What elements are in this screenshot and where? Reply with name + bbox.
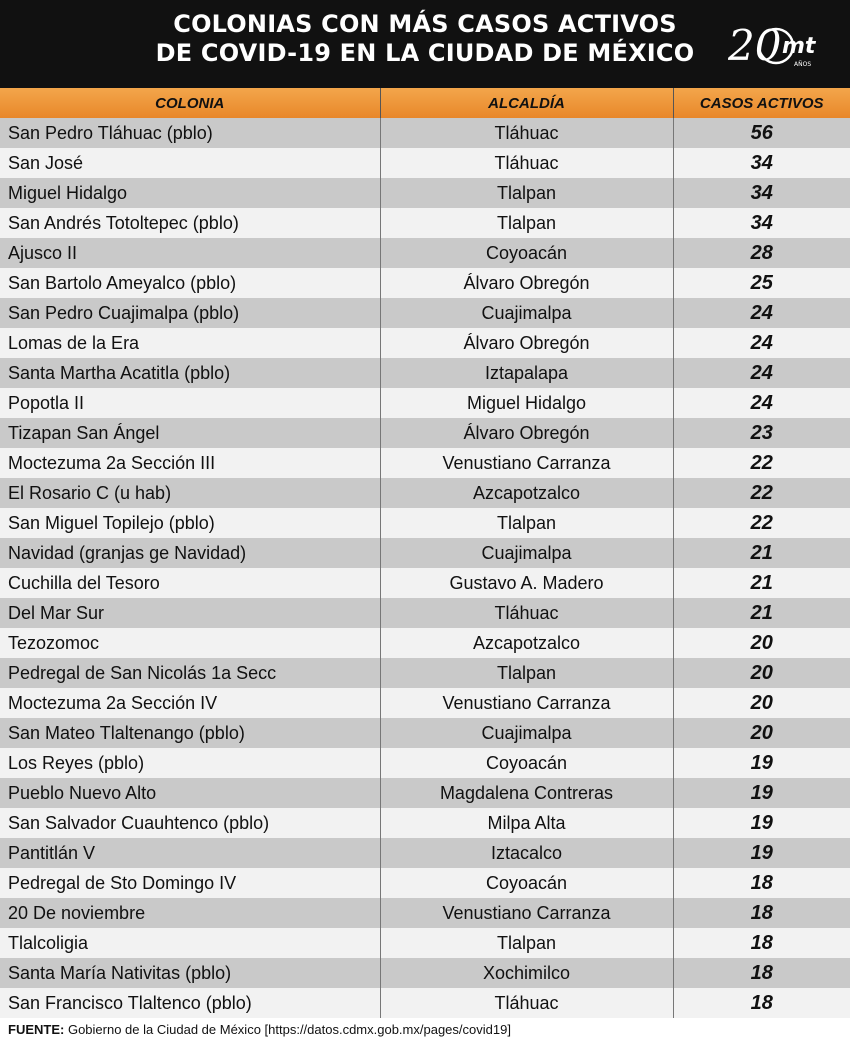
cell-casos-activos: 18 bbox=[673, 868, 850, 898]
header bbox=[0, 0, 850, 88]
cell-colonia: Moctezuma 2a Sección IV bbox=[0, 688, 380, 718]
cell-alcaldia: Azcapotzalco bbox=[380, 628, 673, 658]
logo-number: 20 bbox=[728, 21, 782, 70]
cell-casos-activos: 21 bbox=[673, 568, 850, 598]
cell-alcaldia: Tlalpan bbox=[380, 928, 673, 958]
table-row bbox=[0, 748, 850, 778]
table-row bbox=[0, 448, 850, 478]
table-row bbox=[0, 688, 850, 718]
cell-colonia: Popotla II bbox=[0, 388, 380, 418]
cell-colonia: Moctezuma 2a Sección III bbox=[0, 448, 380, 478]
cell-alcaldia: Venustiano Carranza bbox=[380, 448, 673, 478]
table-row bbox=[0, 238, 850, 268]
table-row bbox=[0, 658, 850, 688]
cell-casos-activos: 20 bbox=[673, 628, 850, 658]
cell-alcaldia: Tlalpan bbox=[380, 178, 673, 208]
cell-casos-activos: 24 bbox=[673, 388, 850, 418]
page-title bbox=[0, 10, 850, 68]
cell-alcaldia: Tláhuac bbox=[380, 148, 673, 178]
cell-casos-activos: 23 bbox=[673, 418, 850, 448]
column-header-colonia: COLONIA bbox=[0, 88, 380, 118]
table-row bbox=[0, 928, 850, 958]
source-label: FUENTE: bbox=[8, 1022, 65, 1037]
cell-alcaldia: Coyoacán bbox=[380, 748, 673, 778]
cell-alcaldia: Xochimilco bbox=[380, 958, 673, 988]
cell-casos-activos: 19 bbox=[673, 808, 850, 838]
table-row bbox=[0, 838, 850, 868]
table-row bbox=[0, 268, 850, 298]
cell-casos-activos: 21 bbox=[673, 598, 850, 628]
cell-alcaldia: Gustavo A. Madero bbox=[380, 568, 673, 598]
table-row bbox=[0, 478, 850, 508]
cell-alcaldia: Tlalpan bbox=[380, 208, 673, 238]
table-row bbox=[0, 598, 850, 628]
cell-casos-activos: 19 bbox=[673, 778, 850, 808]
cell-casos-activos: 21 bbox=[673, 538, 850, 568]
table-row bbox=[0, 178, 850, 208]
cell-alcaldia: Coyoacán bbox=[380, 238, 673, 268]
table-row bbox=[0, 778, 850, 808]
column-header-casos: CASOS ACTIVOS bbox=[673, 88, 850, 118]
table-row bbox=[0, 148, 850, 178]
cell-casos-activos: 25 bbox=[673, 268, 850, 298]
cell-colonia: Cuchilla del Tesoro bbox=[0, 568, 380, 598]
cell-colonia: Navidad (granjas ge Navidad) bbox=[0, 538, 380, 568]
cell-colonia: Ajusco II bbox=[0, 238, 380, 268]
cell-casos-activos: 18 bbox=[673, 898, 850, 928]
cell-colonia: San Mateo Tlaltenango (pblo) bbox=[0, 718, 380, 748]
cell-alcaldia: Venustiano Carranza bbox=[380, 898, 673, 928]
cell-alcaldia: Iztapalapa bbox=[380, 358, 673, 388]
table-row bbox=[0, 358, 850, 388]
column-header-alcaldia: ALCALDÍA bbox=[380, 88, 673, 118]
cell-alcaldia: Tlalpan bbox=[380, 658, 673, 688]
logo-sub: AÑOS bbox=[794, 61, 812, 68]
cell-alcaldia: Álvaro Obregón bbox=[380, 328, 673, 358]
cell-alcaldia: Cuajimalpa bbox=[380, 298, 673, 328]
cell-colonia: Del Mar Sur bbox=[0, 598, 380, 628]
cell-alcaldia: Álvaro Obregón bbox=[380, 268, 673, 298]
cell-casos-activos: 18 bbox=[673, 958, 850, 988]
cell-casos-activos: 34 bbox=[673, 208, 850, 238]
cell-alcaldia: Cuajimalpa bbox=[380, 538, 673, 568]
cell-colonia: Pedregal de Sto Domingo IV bbox=[0, 868, 380, 898]
cell-colonia: San Bartolo Ameyalco (pblo) bbox=[0, 268, 380, 298]
table-row bbox=[0, 718, 850, 748]
cell-casos-activos: 24 bbox=[673, 358, 850, 388]
cell-alcaldia: Tláhuac bbox=[380, 988, 673, 1018]
cell-alcaldia: Cuajimalpa bbox=[380, 718, 673, 748]
cell-colonia: Los Reyes (pblo) bbox=[0, 748, 380, 778]
cell-colonia: Lomas de la Era bbox=[0, 328, 380, 358]
cell-casos-activos: 34 bbox=[673, 148, 850, 178]
cell-casos-activos: 56 bbox=[673, 118, 850, 148]
cell-colonia: Miguel Hidalgo bbox=[0, 178, 380, 208]
cell-casos-activos: 20 bbox=[673, 718, 850, 748]
cell-colonia: Pantitlán V bbox=[0, 838, 380, 868]
title-line-1: COLONIAS CON MÁS CASOS ACTIVOS bbox=[173, 10, 677, 38]
cell-colonia: San Miguel Topilejo (pblo) bbox=[0, 508, 380, 538]
cases-table bbox=[0, 88, 850, 1018]
source-text: Gobierno de la Ciudad de México [https://datos.cdmx.gob.mx/pages/covid19] bbox=[67, 1022, 511, 1037]
cell-alcaldia: Tlalpan bbox=[380, 508, 673, 538]
table-row bbox=[0, 328, 850, 358]
cell-casos-activos: 22 bbox=[673, 508, 850, 538]
table-header-row bbox=[0, 88, 850, 118]
cell-colonia: Pueblo Nuevo Alto bbox=[0, 778, 380, 808]
source-footer bbox=[8, 1022, 511, 1037]
cell-colonia: San Pedro Cuajimalpa (pblo) bbox=[0, 298, 380, 328]
cell-alcaldia: Venustiano Carranza bbox=[380, 688, 673, 718]
cell-colonia: 20 De noviembre bbox=[0, 898, 380, 928]
cell-colonia: San José bbox=[0, 148, 380, 178]
table-row bbox=[0, 808, 850, 838]
cell-alcaldia: Miguel Hidalgo bbox=[380, 388, 673, 418]
cell-colonia: San Francisco Tlaltenco (pblo) bbox=[0, 988, 380, 1018]
table-row bbox=[0, 988, 850, 1018]
cell-casos-activos: 28 bbox=[673, 238, 850, 268]
logo-mark: mt bbox=[782, 34, 816, 59]
cell-colonia: Tezozomoc bbox=[0, 628, 380, 658]
cell-colonia: San Salvador Cuauhtenco (pblo) bbox=[0, 808, 380, 838]
cell-alcaldia: Azcapotzalco bbox=[380, 478, 673, 508]
cell-casos-activos: 19 bbox=[673, 838, 850, 868]
table-row bbox=[0, 898, 850, 928]
cell-colonia: San Pedro Tláhuac (pblo) bbox=[0, 118, 380, 148]
cell-colonia: Tlalcoligia bbox=[0, 928, 380, 958]
cell-casos-activos: 18 bbox=[673, 928, 850, 958]
cell-colonia: San Andrés Totoltepec (pblo) bbox=[0, 208, 380, 238]
cell-alcaldia: Tláhuac bbox=[380, 598, 673, 628]
cell-alcaldia: Coyoacán bbox=[380, 868, 673, 898]
cell-alcaldia: Milpa Alta bbox=[380, 808, 673, 838]
cell-alcaldia: Magdalena Contreras bbox=[380, 778, 673, 808]
table-row bbox=[0, 628, 850, 658]
table-row bbox=[0, 118, 850, 148]
cell-alcaldia: Tláhuac bbox=[380, 118, 673, 148]
cell-colonia: El Rosario C (u hab) bbox=[0, 478, 380, 508]
table-row bbox=[0, 388, 850, 418]
cell-colonia: Pedregal de San Nicolás 1a Secc bbox=[0, 658, 380, 688]
cell-casos-activos: 22 bbox=[673, 478, 850, 508]
table-row bbox=[0, 568, 850, 598]
table-row bbox=[0, 538, 850, 568]
table-row bbox=[0, 508, 850, 538]
cell-colonia: Santa Martha Acatitla (pblo) bbox=[0, 358, 380, 388]
cell-casos-activos: 34 bbox=[673, 178, 850, 208]
table-row bbox=[0, 868, 850, 898]
table-row bbox=[0, 958, 850, 988]
cell-casos-activos: 22 bbox=[673, 448, 850, 478]
cell-casos-activos: 20 bbox=[673, 658, 850, 688]
table-row bbox=[0, 418, 850, 448]
cell-casos-activos: 24 bbox=[673, 298, 850, 328]
cell-casos-activos: 20 bbox=[673, 688, 850, 718]
cell-alcaldia: Iztacalco bbox=[380, 838, 673, 868]
cell-colonia: Santa María Nativitas (pblo) bbox=[0, 958, 380, 988]
title-line-2: DE COVID-19 EN LA CIUDAD DE MÉXICO bbox=[155, 39, 695, 67]
cell-casos-activos: 24 bbox=[673, 328, 850, 358]
table-row bbox=[0, 298, 850, 328]
table-row bbox=[0, 208, 850, 238]
cell-casos-activos: 19 bbox=[673, 748, 850, 778]
cell-alcaldia: Álvaro Obregón bbox=[380, 418, 673, 448]
cell-casos-activos: 18 bbox=[673, 988, 850, 1018]
cell-colonia: Tizapan San Ángel bbox=[0, 418, 380, 448]
milenio-20-years-logo bbox=[728, 16, 824, 72]
